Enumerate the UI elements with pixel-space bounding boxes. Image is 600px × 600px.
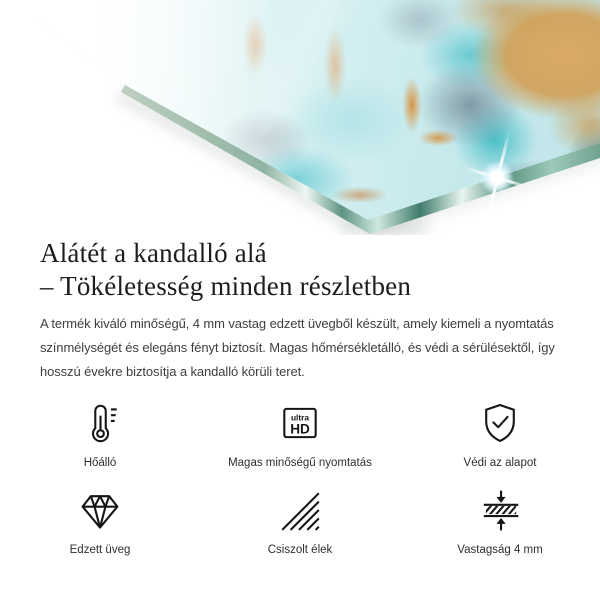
section-title bbox=[40, 237, 560, 303]
feature-thickness bbox=[400, 486, 600, 557]
product-description-section bbox=[0, 237, 600, 384]
ultra-hd-badge-text-small: ultra bbox=[290, 412, 310, 423]
feature-heat-resistant bbox=[0, 399, 200, 470]
sparkle-glow bbox=[480, 161, 514, 195]
title-line-2: – Tökéletesség minden részletben bbox=[40, 271, 412, 301]
title-line-1: Alátét a kandalló alá bbox=[40, 238, 267, 268]
feature-print-quality bbox=[200, 399, 400, 470]
thickness-icon bbox=[477, 486, 523, 534]
feature-label: Csiszolt élek bbox=[267, 544, 333, 556]
beveled-edge-icon bbox=[277, 486, 323, 534]
diamond-icon bbox=[77, 486, 123, 534]
ultra-hd-icon bbox=[277, 399, 323, 447]
shield-check-icon bbox=[477, 399, 523, 447]
glass-panel-artwork bbox=[0, 0, 600, 235]
feature-grid bbox=[0, 399, 600, 557]
ultra-hd-badge-text-big: HD bbox=[290, 421, 310, 437]
feature-tempered-glass bbox=[0, 486, 200, 557]
feature-protects-base bbox=[400, 399, 600, 470]
feature-label: Hőálló bbox=[83, 457, 117, 469]
feature-polished-edges bbox=[200, 486, 400, 557]
description-text: A termék kiváló minőségű, 4 mm vastag edzett üvegből készült, amely kiemeli a nyomtatás színmélységét és elegáns fényt biztosít. Magas hőmérsékletálló, és védi a sérülésektől, így hosszú évekre biztosítja a kandalló körüli teret. bbox=[40, 316, 555, 379]
feature-label: Védi az alapot bbox=[463, 457, 537, 469]
product-photo bbox=[0, 0, 600, 235]
feature-label: Edzett üveg bbox=[69, 544, 131, 556]
feature-label: Vastagság 4 mm bbox=[457, 544, 543, 556]
feature-label: Magas minőségű nyomtatás bbox=[228, 457, 372, 469]
thermometer-icon bbox=[77, 399, 123, 447]
